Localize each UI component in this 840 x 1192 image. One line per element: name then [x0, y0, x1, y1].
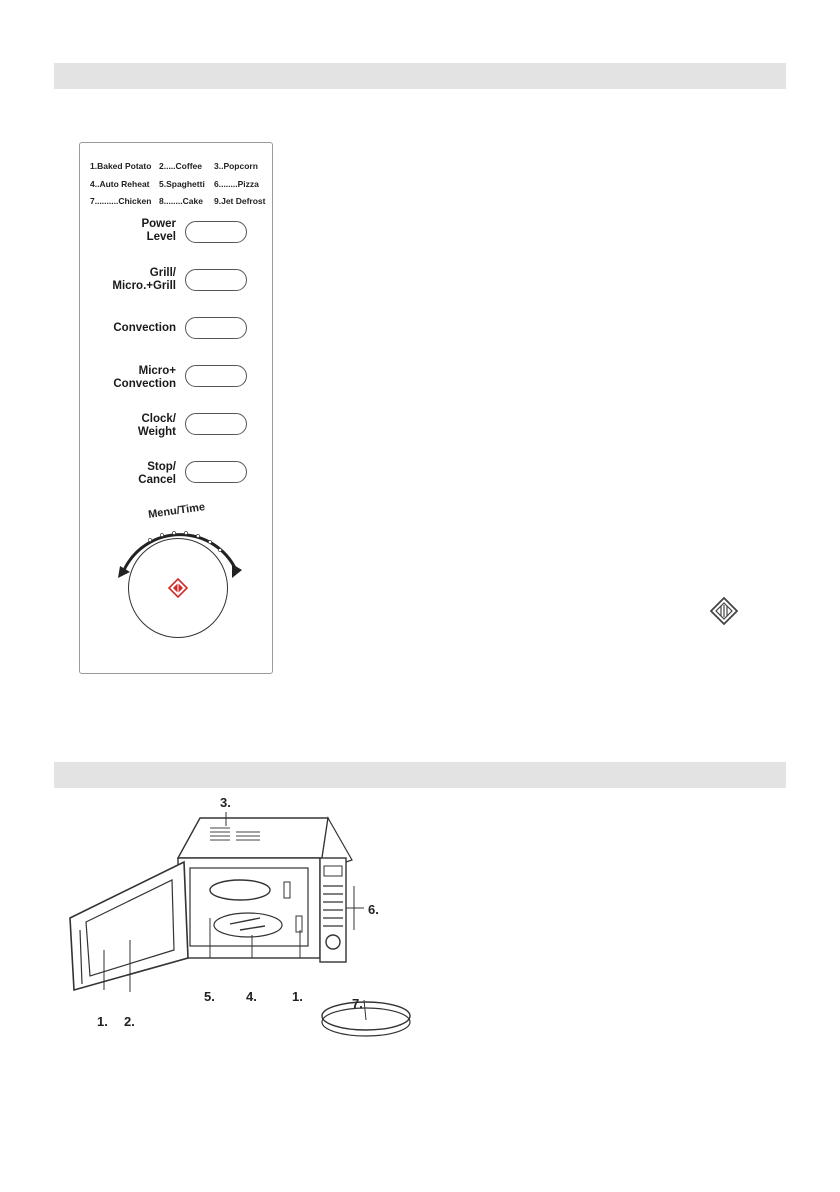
- section-header-bar-2: [54, 762, 786, 788]
- stop-cancel-label: [138, 461, 176, 487]
- callout-number: 6.: [368, 902, 379, 917]
- program-label: 6........Pizza: [214, 179, 259, 189]
- power-level-button[interactable]: [185, 221, 247, 243]
- button-label-line: Micro+: [138, 365, 176, 377]
- control-panel: [79, 142, 273, 674]
- program-label: 4..Auto Reheat: [90, 179, 150, 189]
- dial-label: Menu/Time: [147, 501, 206, 521]
- callout-number: 1.: [97, 1014, 108, 1029]
- button-label-line: Clock/: [141, 413, 176, 425]
- button-label-line: Convection: [113, 322, 176, 334]
- button-label-line: Power: [141, 218, 176, 230]
- button-label-line: Weight: [137, 426, 176, 438]
- grill-label: [112, 267, 176, 293]
- program-label: 3..Popcorn: [214, 161, 258, 171]
- button-label-line: Level: [146, 231, 176, 243]
- callout-number: 5.: [204, 989, 215, 1004]
- button-label-line: Cancel: [138, 474, 176, 486]
- start-diamond-icon[interactable]: [168, 578, 188, 598]
- program-label: 2.....Coffee: [159, 161, 202, 171]
- callout-number: 1.: [292, 989, 303, 1004]
- program-label: 9.Jet Defrost: [214, 196, 266, 206]
- clock-weight-button[interactable]: [185, 413, 247, 435]
- program-label: 7..........Chicken: [90, 196, 152, 206]
- clock-weight-label: [138, 413, 176, 439]
- start-diamond-icon: [709, 596, 739, 626]
- section-header-bar-1: [54, 63, 786, 89]
- callout-number: 2.: [124, 1014, 135, 1029]
- button-label-line: Grill/: [149, 267, 176, 279]
- callout-number: 4.: [246, 989, 257, 1004]
- convection-label: [113, 322, 176, 335]
- power-level-label: [141, 218, 176, 244]
- convection-button[interactable]: [185, 317, 247, 339]
- button-label-line: Stop/: [147, 461, 176, 473]
- micro-convection-label: [113, 365, 176, 391]
- button-label-line: Convection: [113, 378, 176, 390]
- program-label: 1.Baked Potato: [90, 161, 152, 171]
- grill-button[interactable]: [185, 269, 247, 291]
- callout-number: 7.: [352, 996, 363, 1011]
- callout-number: 3.: [220, 795, 231, 810]
- program-label: 8........Cake: [159, 196, 203, 206]
- stop-cancel-button[interactable]: [185, 461, 247, 483]
- program-label: 5.Spaghetti: [159, 179, 205, 189]
- button-label-line: Micro.+Grill: [112, 280, 176, 292]
- menu-time-dial[interactable]: [128, 538, 228, 638]
- micro-convection-button[interactable]: [185, 365, 247, 387]
- microwave-diagram: [60, 790, 430, 1050]
